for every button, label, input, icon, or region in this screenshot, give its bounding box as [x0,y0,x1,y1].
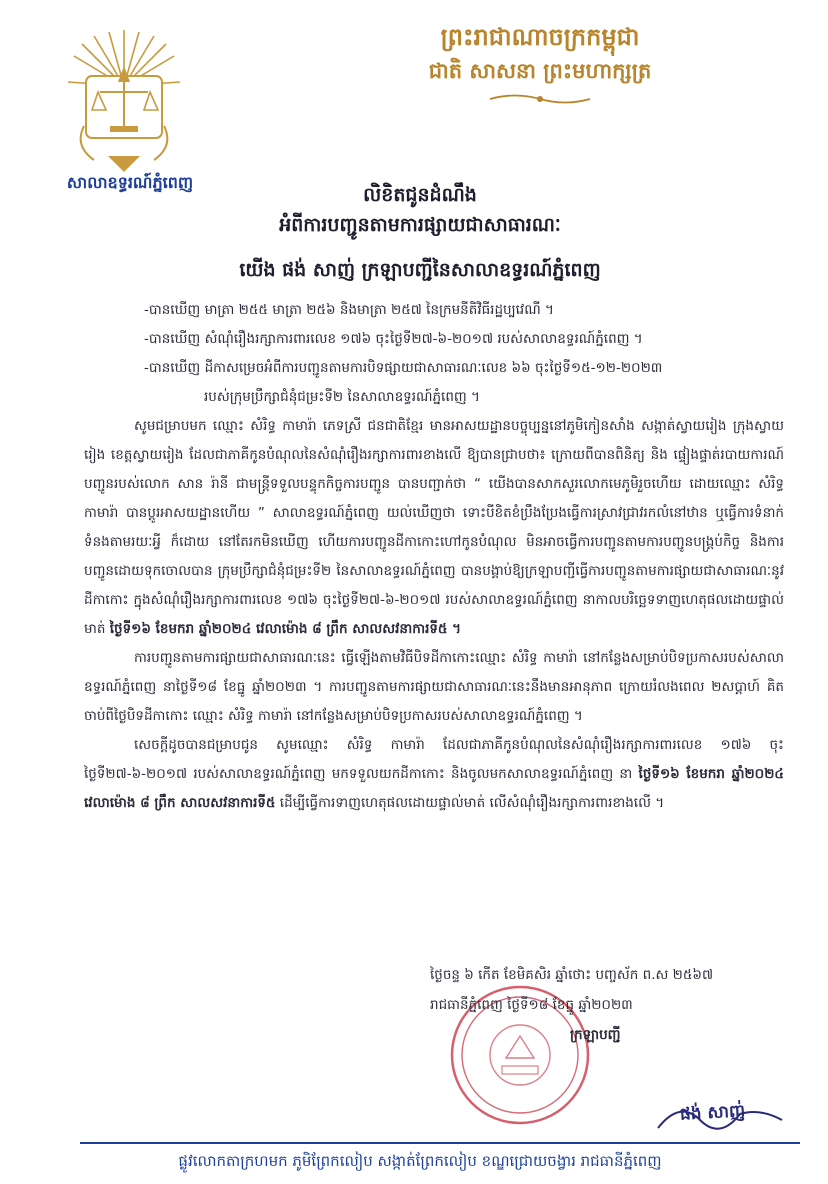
kingdom-header [270,20,810,106]
national-motto: ជាតិ សាសនា ព្រះមហាក្សត្រ [428,58,652,83]
paragraph-3-text: សេចក្តីដូចបានជម្រាបជូន សូមឈ្មោះ សំរិទ្ធ កាមារ៉ា ដែលជាភាគីកូនបំណុលនៃសំណុំរឿងរក្សាការពារលេខ ១៧៦ ចុះថ្ងៃទី២៧-៦-២០១៧ របស់សាលាឧទ្ធរណ៍ភ្នំពេញ មកទទួលយកដីកាកោះ និងចូលមកសាលាឧទ្ធរណ៍ភ្នំពេញ នា [84,737,784,782]
reference-2: -បានឃើញ សំណុំរឿងរក្សាការពារលេខ ១៧៦ ចុះថ្ងៃទី២៧-៦-២០១៧ របស់សាលាឧទ្ធរណ៍ភ្នំពេញ ។ [144,331,643,347]
paragraph-1 [84,412,784,644]
reference-3: -បានឃើញ ដីកាសម្រេចអំពីការបញ្ជូនតាមការបិទផ្សាយជាសាធារណៈលេខ ៦៦ ចុះថ្ងៃទី១៥-១២-២០២៣ [144,360,663,376]
court-emblem-icon [64,26,184,176]
paragraph-3 [84,731,784,818]
title-line-2: អំពីការបញ្ជូនតាមការផ្សាយជាសាធារណៈ [279,214,561,236]
lunar-date: ថ្ងៃចន្ទ ៦ កើត ខែមិគសិរ ឆ្នាំថោះ បញ្ចស័ក ព.ស ២៥៦៧ [430,967,714,983]
document-body [84,296,784,818]
document-title [180,180,660,240]
kingdom-name: ព្រះរាជាណាចក្រកម្ពុជា [440,22,640,51]
reference-1: -បានឃើញ មាត្រា ២៥៥ មាត្រា ២៥៦ និងមាត្រា ២៥៧ នៃក្រមនីតិវិធីរដ្ឋប្បវេណី ។ [144,302,554,318]
footer-divider [80,1142,800,1144]
paragraph-3-end: ដើម្បីធ្វើការទាញហេតុផលដោយផ្ទាល់មាត់ លើសំណុំរឿងរក្សាការពារខាងលើ ។ [279,795,665,811]
title-line-1: លិខិតជូនដំណឹង [363,184,477,206]
court-name: សាលាឧទ្ធរណ៍ភ្នំពេញ [66,173,194,192]
hearing-date-bold-2: ថ្ងៃទី១៦ ខែមករា ឆ្នាំ២០២៤ វេលាម៉ោង ៨ ព្រឹក សាលសវនាការទី៥ [84,766,784,811]
issuer-line: យើង ផង់ សាញ់ ក្រឡាបញ្ជីនៃសាលាឧទ្ធរណ៍ភ្នំពេញ [239,259,601,281]
signer-title: ក្រឡាបញ្ជី [570,1027,621,1043]
paragraph-2 [84,644,784,731]
signer-name: ផង់ សាញ់ [679,1101,746,1125]
paragraph-2-text: ការបញ្ជូនតាមការផ្សាយជាសាធារណៈនេះ ធ្វើឡើងតាមវិធីបិទដីកាកោះឈ្មោះ សំរិទ្ធ កាមារ៉ា នៅកន្លែងសម្រាប់បិទប្រកាសរបស់សាលាឧទ្ធរណ៍ភ្នំពេញ នាថ្ងៃទី១៨ ខែធ្នូ ឆ្នាំ២០២៣ ។ ការបញ្ជូនតាមការផ្សាយជាសាធារណៈនេះនឹងមានអានុភាព ក្រោយរំលងពេល ២សប្តាហ៍ គិតចាប់ពីថ្ងៃបិទដីកាកោះ ឈ្មោះ សំរិទ្ធ កាមារ៉ា នៅកន្លែងសម្រាប់បិទប្រកាសរបស់សាលាឧទ្ធរណ៍ភ្នំពេញ ។ [84,650,784,724]
footer-address: ផ្លូវលោកតាក្រហមក ភូមិព្រែកលៀប សង្កាត់ព្រែកលៀប ខណ្ឌជ្រោយចង្វារ រាជធានីភ្នំពេញ [178,1152,662,1170]
place-date: រាជធានីភ្នំពេញ ថ្ងៃទី១៨ ខែធ្នូ ឆ្នាំ២០២៣ [430,997,633,1013]
ornament-divider-icon [485,92,595,106]
paragraph-1-text: សូមជម្រាបមក ឈ្មោះ សំរិទ្ធ កាមារ៉ា ភេទស្រី ជនជាតិខ្មែរ មានអាសយដ្ឋានបច្ចុប្បន្ននៅភូមិកៀនសាំង សង្កាត់ស្វាយរៀង ក្រុងស្វាយរៀង ខេត្តស្វាយរៀង ដែលជាភាគីកូនបំណុលនៃសំណុំរឿងរក្សាការពារខាងលើ ឱ្យបានជ្រាបថា៖ ក្រោយពីបានពិនិត្យ និង ផ្ទៀងផ្ទាត់របាយការណ៍បញ្ជូនរបស់លោក សាន រ៉ានី ជាមន្ត្រីទទួលបន្ទុកកិច្ចការបញ្ជូន បានបញ្ជាក់ថា “ យើងបានសាកសួរលោកមេភូមិរួចហើយ ដោយឈ្មោះ សំរិទ្ធ កាមារ៉ា បានប្តូរអាសយដ្ឋានហើយ ” សាលាឧទ្ធរណ៍ភ្នំពេញ យល់ឃើញថា ទោះបីខិតខំប្រឹងប្រែងធ្វើការស្រាវជ្រាវរកលំនៅឋាន ឬធ្វើការទំនាក់ទំនងតាមរយៈអ្វី ក៏ដោយ នៅតែរកមិនឃើញ ហើយការបញ្ជូនដីកាកោះហៅកូនបំណុល មិនអាចធ្វើការបញ្ជូនតាមការបញ្ជូនបង្គ្រប់កិច្ច និងការបញ្ជូនដោយទុកចោលបាន ក្រុមប្រឹក្សាជំនុំជម្រះទី២ នៃសាលាឧទ្ធរណ៍ភ្នំពេញ បានបង្គាប់ឱ្យក្រឡាបញ្ជីធ្វើការបញ្ជូនតាមការផ្សាយជាសាធារណៈនូវដីកាកោះ ក្នុងសំណុំរឿងរក្សាការពារលេខ ១៧៦ ចុះថ្ងៃទី២៧-៦-២០១៧ របស់សាលាឧទ្ធរណ៍ភ្នំពេញ នាកាលបរិច្ឆេទទាញហេតុផលដោយផ្ទាល់មាត់ [84,418,784,637]
reference-3-continued: របស់ក្រុមប្រឹក្សាជំនុំជម្រះទី២ នៃសាលាឧទ្ធរណ៍ភ្នំពេញ ។ [204,389,480,405]
hearing-date-bold: ថ្ងៃទី១៦ ខែមករា ឆ្នាំ២០២៤ វេលាម៉ោង ៨ ព្រឹក សាលសវនាការទី៥ ។ [109,621,462,637]
date-signature-block [430,960,810,1050]
